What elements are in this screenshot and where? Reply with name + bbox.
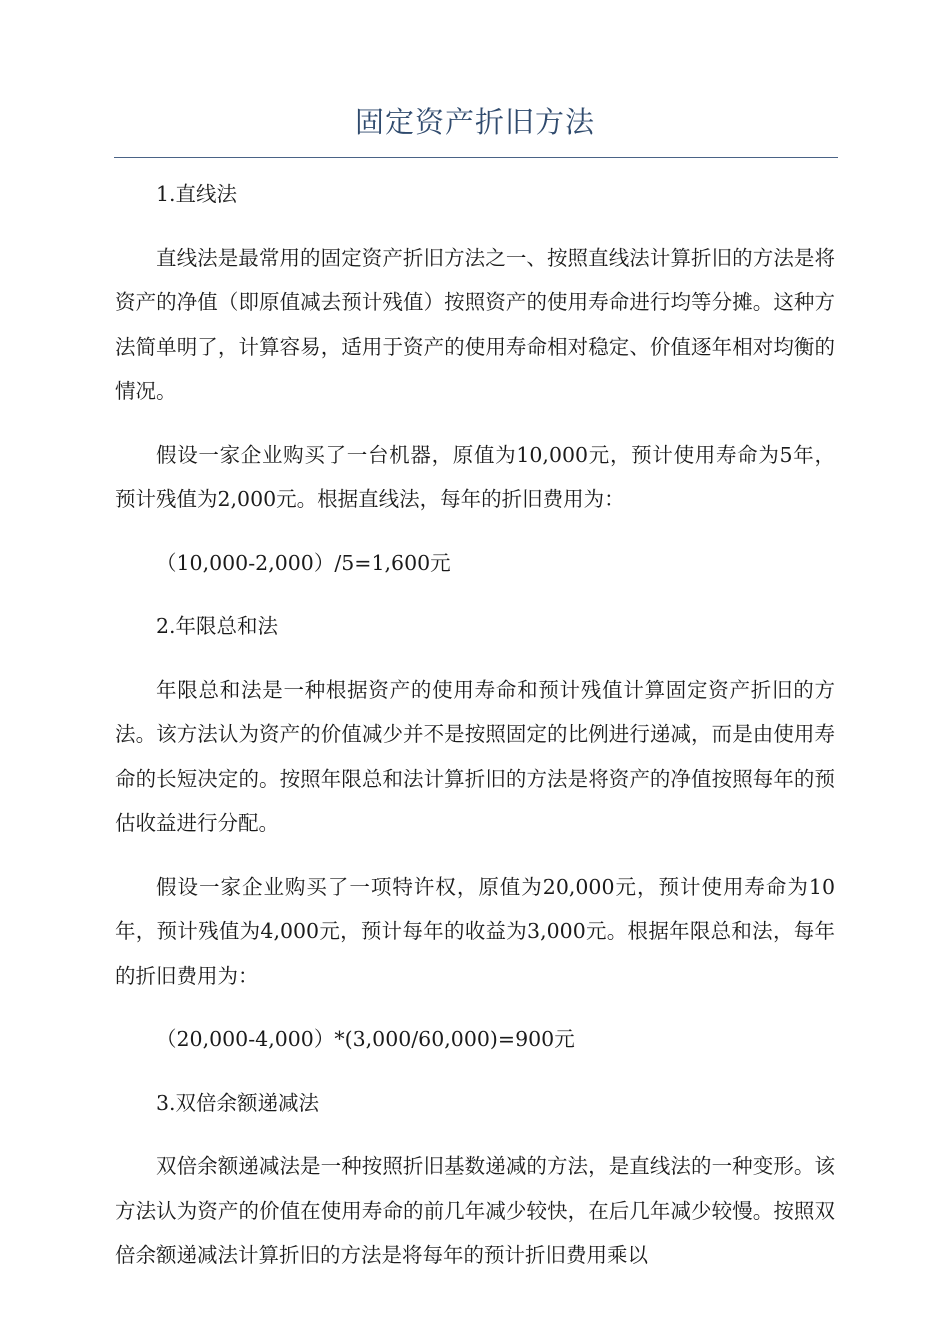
- paragraph-double-declining-desc: 双倍余额递减法是一种按照折旧基数递减的方法，是直线法的一种变形。该方法认为资产的价值在使用寿命的前几年减少较快，在后几年减少较慢。按照双倍余额递减法计算折旧的方法是将每年的预计折旧费用乘以: [115, 1154, 835, 1267]
- paragraph-sum-of-years-desc: 年限总和法是一种根据资产的使用寿命和预计残值计算固定资产折旧的方法。该方法认为资产的价值减少并不是按照固定的比例进行递减，而是由使用寿命的长短决定的。按照年限总和法计算折旧的方法是将资产的净值按照每年的预估收益进行分配。: [115, 677, 835, 835]
- paragraph-sum-of-years-example: 假设一家企业购买了一项特许权，原值为20,000元，预计使用寿命为10年，预计残值为4,000元，预计每年的收益为3,000元。根据年限总和法，每年的折旧费用为：: [115, 874, 835, 988]
- heading-sum-of-years: 2.年限总和法: [156, 614, 279, 638]
- paragraph-straight-line-desc: 直线法是最常用的固定资产折旧方法之一、按照直线法计算折旧的方法是将资产的净值（即原值减去预计残值）按照资产的使用寿命进行均等分摊。这种方法简单明了，计算容易，适用于资产的使用寿命相对稳定、价值逐年相对均衡的情况。: [115, 245, 835, 403]
- heading-double-declining: 3.双倍余额递减法: [156, 1090, 320, 1115]
- title-divider: [114, 157, 838, 158]
- heading-straight-line: 1.直线法: [156, 182, 238, 206]
- document-title: 固定资产折旧方法: [354, 105, 595, 139]
- document-body: [115, 172, 835, 1297]
- formula-straight-line: （10,000-2,000）/5=1,600元: [156, 550, 451, 575]
- paragraph-straight-line-example: 假设一家企业购买了一台机器，原值为10,000元，预计使用寿命为5年，预计残值为2,000元。根据直线法，每年的折旧费用为：: [115, 442, 835, 511]
- formula-sum-of-years: （20,000-4,000）*(3,000/60,000)=900元: [156, 1027, 575, 1051]
